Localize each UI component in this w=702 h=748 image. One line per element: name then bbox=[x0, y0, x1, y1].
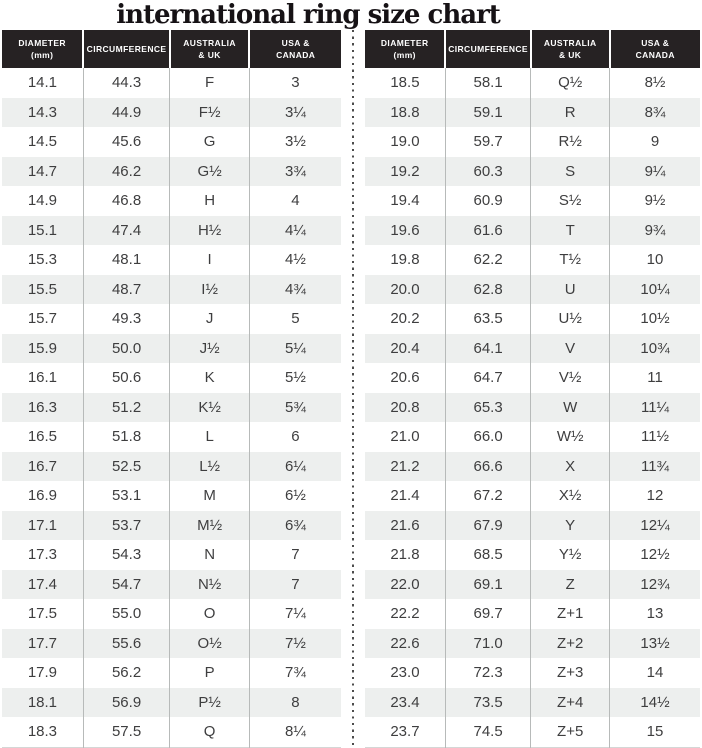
cell-australia-uk: N½ bbox=[170, 570, 250, 600]
cell-diameter-mm: 17.5 bbox=[27, 605, 58, 623]
cell-usa-canada: 3½ bbox=[249, 127, 341, 157]
table-row bbox=[365, 452, 700, 482]
cell-circumference: 51.2 bbox=[83, 393, 169, 423]
cell-australia-uk: O bbox=[170, 599, 250, 629]
table-row bbox=[2, 422, 341, 452]
table-row bbox=[2, 98, 341, 128]
cell-australia-uk: X½ bbox=[531, 481, 610, 511]
cell-diameter-mm: 21.0 bbox=[390, 428, 420, 446]
table-row bbox=[2, 688, 341, 718]
cell-circumference: 47.4 bbox=[83, 216, 169, 246]
table-row bbox=[365, 422, 700, 452]
table-row bbox=[2, 511, 341, 541]
cell-australia-uk: N bbox=[170, 540, 250, 570]
cell-diameter-mm: 15.7 bbox=[27, 310, 58, 328]
cell-diameter-mm: 21.2 bbox=[390, 457, 420, 475]
cell-australia-uk: Z+1 bbox=[531, 599, 610, 629]
table-row bbox=[365, 127, 700, 157]
cell-australia-uk: W bbox=[531, 393, 610, 423]
cell-usa-canada: 4½ bbox=[249, 245, 341, 275]
cell-diameter-mm: 22.6 bbox=[390, 634, 420, 652]
table-row bbox=[2, 540, 341, 570]
table-row bbox=[2, 629, 341, 659]
cell-diameter-mm: 16.1 bbox=[27, 369, 58, 387]
cell-usa-canada: 3¼ bbox=[249, 98, 341, 128]
cell-diameter-mm: 19.4 bbox=[390, 192, 420, 210]
cell-circumference: 62.2 bbox=[445, 245, 530, 275]
column-header-usa-canada: USA & CANADA bbox=[249, 30, 341, 68]
cell-usa-canada: 7¾ bbox=[249, 658, 341, 688]
table-row bbox=[365, 186, 700, 216]
table-row bbox=[365, 629, 700, 659]
cell-diameter-mm: 19.0 bbox=[390, 133, 420, 151]
column-header-circumference: CIRCUMFERENCE bbox=[445, 30, 530, 68]
cell-usa-canada: 12¼ bbox=[610, 511, 700, 541]
cell-usa-canada: 10¾ bbox=[610, 334, 700, 364]
cell-usa-canada: 6 bbox=[249, 422, 341, 452]
table-row bbox=[365, 481, 700, 511]
column-header-diameter-mm: DIAMETER (mm) bbox=[365, 30, 445, 68]
cell-australia-uk: F½ bbox=[170, 98, 250, 128]
cell-circumference: 46.2 bbox=[83, 157, 169, 187]
cell-circumference: 53.1 bbox=[83, 481, 169, 511]
table-row bbox=[2, 186, 341, 216]
table-row bbox=[2, 363, 341, 393]
column-header-diameter-mm: DIAMETER (mm) bbox=[2, 30, 83, 68]
cell-diameter-mm: 20.0 bbox=[390, 280, 420, 298]
cell-australia-uk: J bbox=[170, 304, 250, 334]
cell-australia-uk: O½ bbox=[170, 629, 250, 659]
column-header-circumference: CIRCUMFERENCE bbox=[83, 30, 169, 68]
cell-usa-canada: 3 bbox=[249, 68, 341, 98]
cell-diameter-mm: 23.7 bbox=[390, 723, 420, 741]
table-row bbox=[365, 157, 700, 187]
cell-diameter-mm: 17.1 bbox=[27, 516, 58, 534]
cell-australia-uk: M bbox=[170, 481, 250, 511]
cell-australia-uk: U½ bbox=[531, 304, 610, 334]
cell-circumference: 66.0 bbox=[445, 422, 530, 452]
cell-diameter-mm: 14.7 bbox=[27, 162, 58, 180]
cell-usa-canada: 15 bbox=[610, 717, 700, 747]
table-row bbox=[365, 98, 700, 128]
table-row bbox=[2, 68, 341, 98]
cell-australia-uk: P½ bbox=[170, 688, 250, 718]
cell-circumference: 54.3 bbox=[83, 540, 169, 570]
cell-diameter-mm: 16.5 bbox=[27, 428, 58, 446]
table-row bbox=[2, 393, 341, 423]
cell-diameter-mm: 16.7 bbox=[27, 457, 58, 475]
cell-australia-uk: Y bbox=[531, 511, 610, 541]
cell-usa-canada: 9 bbox=[610, 127, 700, 157]
table-header bbox=[2, 30, 341, 68]
table-row bbox=[2, 304, 341, 334]
cell-australia-uk: J½ bbox=[170, 334, 250, 364]
cell-diameter-mm: 17.4 bbox=[27, 575, 58, 593]
cell-circumference: 54.7 bbox=[83, 570, 169, 600]
cell-diameter-mm: 20.4 bbox=[390, 339, 420, 357]
cell-australia-uk: G½ bbox=[170, 157, 250, 187]
cell-circumference: 69.7 bbox=[445, 599, 530, 629]
ring-size-table-left bbox=[2, 30, 341, 748]
cell-australia-uk: Z+4 bbox=[531, 688, 610, 718]
cell-circumference: 48.1 bbox=[83, 245, 169, 275]
cell-australia-uk: K bbox=[170, 363, 250, 393]
cell-circumference: 52.5 bbox=[83, 452, 169, 482]
table-row bbox=[365, 304, 700, 334]
cell-diameter-mm: 14.3 bbox=[27, 103, 58, 121]
cell-circumference: 73.5 bbox=[445, 688, 530, 718]
cell-diameter-mm: 18.5 bbox=[390, 74, 420, 92]
cell-diameter-mm: 17.7 bbox=[27, 634, 58, 652]
cell-diameter-mm: 20.2 bbox=[390, 310, 420, 328]
cell-usa-canada: 7¼ bbox=[249, 599, 341, 629]
cell-australia-uk: G bbox=[170, 127, 250, 157]
cell-circumference: 67.9 bbox=[445, 511, 530, 541]
cell-diameter-mm: 17.9 bbox=[27, 664, 58, 682]
cell-usa-canada: 5¼ bbox=[249, 334, 341, 364]
cell-diameter-mm: 22.2 bbox=[390, 605, 420, 623]
cell-usa-canada: 14½ bbox=[610, 688, 700, 718]
cell-diameter-mm: 15.1 bbox=[27, 221, 58, 239]
cell-circumference: 69.1 bbox=[445, 570, 530, 600]
cell-diameter-mm: 14.5 bbox=[27, 133, 58, 151]
cell-usa-canada: 10¼ bbox=[610, 275, 700, 305]
dotted-divider-line bbox=[352, 30, 354, 748]
cell-circumference: 50.6 bbox=[83, 363, 169, 393]
cell-diameter-mm: 21.6 bbox=[390, 516, 420, 534]
cell-australia-uk: V bbox=[531, 334, 610, 364]
cell-circumference: 66.6 bbox=[445, 452, 530, 482]
cell-australia-uk: S bbox=[531, 157, 610, 187]
page-title: international ring size chart bbox=[116, 0, 500, 30]
table-row bbox=[365, 511, 700, 541]
table-row bbox=[365, 570, 700, 600]
ring-size-table-right bbox=[365, 30, 700, 748]
cell-usa-canada: 13½ bbox=[610, 629, 700, 659]
cell-usa-canada: 4 bbox=[249, 186, 341, 216]
cell-usa-canada: 14 bbox=[610, 658, 700, 688]
cell-diameter-mm: 14.9 bbox=[27, 192, 58, 210]
cell-usa-canada: 12 bbox=[610, 481, 700, 511]
cell-australia-uk: X bbox=[531, 452, 610, 482]
cell-circumference: 59.1 bbox=[445, 98, 530, 128]
cell-australia-uk: H bbox=[170, 186, 250, 216]
cell-usa-canada: 9½ bbox=[610, 186, 700, 216]
table-row bbox=[365, 658, 700, 688]
cell-diameter-mm: 15.5 bbox=[27, 280, 58, 298]
cell-circumference: 50.0 bbox=[83, 334, 169, 364]
cell-australia-uk: F bbox=[170, 68, 250, 98]
cell-diameter-mm: 15.3 bbox=[27, 251, 58, 269]
cell-circumference: 48.7 bbox=[83, 275, 169, 305]
table-row bbox=[365, 216, 700, 246]
column-header-usa-canada: USA & CANADA bbox=[610, 30, 700, 68]
cell-circumference: 44.3 bbox=[83, 68, 169, 98]
cell-circumference: 46.8 bbox=[83, 186, 169, 216]
cell-circumference: 74.5 bbox=[445, 717, 530, 747]
cell-diameter-mm: 16.9 bbox=[27, 487, 58, 505]
table-row bbox=[2, 599, 341, 629]
cell-circumference: 60.9 bbox=[445, 186, 530, 216]
cell-usa-canada: 4¼ bbox=[249, 216, 341, 246]
table-row bbox=[2, 570, 341, 600]
cell-diameter-mm: 21.8 bbox=[390, 546, 420, 564]
cell-diameter-mm: 15.9 bbox=[27, 339, 58, 357]
table-row bbox=[2, 157, 341, 187]
cell-usa-canada: 5½ bbox=[249, 363, 341, 393]
table-header bbox=[365, 30, 700, 68]
cell-australia-uk: L½ bbox=[170, 452, 250, 482]
cell-australia-uk: S½ bbox=[531, 186, 610, 216]
table-row bbox=[365, 334, 700, 364]
table-row bbox=[365, 540, 700, 570]
cell-circumference: 63.5 bbox=[445, 304, 530, 334]
cell-circumference: 55.0 bbox=[83, 599, 169, 629]
cell-usa-canada: 12¾ bbox=[610, 570, 700, 600]
cell-australia-uk: Z bbox=[531, 570, 610, 600]
cell-diameter-mm: 14.1 bbox=[27, 74, 58, 92]
table-row bbox=[2, 717, 341, 747]
cell-usa-canada: 5¾ bbox=[249, 393, 341, 423]
cell-diameter-mm: 18.1 bbox=[27, 693, 58, 711]
cell-australia-uk: L bbox=[170, 422, 250, 452]
cell-circumference: 64.7 bbox=[445, 363, 530, 393]
cell-circumference: 51.8 bbox=[83, 422, 169, 452]
cell-australia-uk: Y½ bbox=[531, 540, 610, 570]
cell-usa-canada: 9¾ bbox=[610, 216, 700, 246]
cell-usa-canada: 5 bbox=[249, 304, 341, 334]
table-row bbox=[365, 245, 700, 275]
cell-usa-canada: 7 bbox=[249, 570, 341, 600]
cell-circumference: 62.8 bbox=[445, 275, 530, 305]
cell-usa-canada: 11¾ bbox=[610, 452, 700, 482]
cell-usa-canada: 3¾ bbox=[249, 157, 341, 187]
cell-circumference: 53.7 bbox=[83, 511, 169, 541]
cell-usa-canada: 8½ bbox=[610, 68, 700, 98]
cell-usa-canada: 8¾ bbox=[610, 98, 700, 128]
cell-australia-uk: T bbox=[531, 216, 610, 246]
cell-diameter-mm: 18.3 bbox=[27, 723, 58, 741]
cell-diameter-mm: 19.8 bbox=[390, 251, 420, 269]
cell-australia-uk: R bbox=[531, 98, 610, 128]
cell-circumference: 57.5 bbox=[83, 717, 169, 747]
cell-usa-canada: 7½ bbox=[249, 629, 341, 659]
tables-container bbox=[0, 30, 702, 748]
cell-usa-canada: 10 bbox=[610, 245, 700, 275]
cell-circumference: 67.2 bbox=[445, 481, 530, 511]
cell-circumference: 72.3 bbox=[445, 658, 530, 688]
cell-australia-uk: K½ bbox=[170, 393, 250, 423]
cell-usa-canada: 13 bbox=[610, 599, 700, 629]
cell-usa-canada: 11¼ bbox=[610, 393, 700, 423]
cell-australia-uk: I½ bbox=[170, 275, 250, 305]
cell-usa-canada: 8 bbox=[249, 688, 341, 718]
cell-usa-canada: 6¼ bbox=[249, 452, 341, 482]
cell-diameter-mm: 19.2 bbox=[390, 162, 420, 180]
cell-usa-canada: 11 bbox=[610, 363, 700, 393]
cell-diameter-mm: 23.0 bbox=[390, 664, 420, 682]
table-row bbox=[2, 481, 341, 511]
cell-australia-uk: P bbox=[170, 658, 250, 688]
column-header-australia-uk: AUSTRALIA & UK bbox=[531, 30, 610, 68]
cell-australia-uk: I bbox=[170, 245, 250, 275]
cell-australia-uk: Q bbox=[170, 717, 250, 747]
cell-diameter-mm: 23.4 bbox=[390, 693, 420, 711]
cell-australia-uk: H½ bbox=[170, 216, 250, 246]
cell-australia-uk: Z+3 bbox=[531, 658, 610, 688]
cell-circumference: 68.5 bbox=[445, 540, 530, 570]
cell-circumference: 65.3 bbox=[445, 393, 530, 423]
cell-australia-uk: R½ bbox=[531, 127, 610, 157]
cell-diameter-mm: 20.8 bbox=[390, 398, 420, 416]
cell-australia-uk: V½ bbox=[531, 363, 610, 393]
table-row bbox=[2, 275, 341, 305]
cell-usa-canada: 8¼ bbox=[249, 717, 341, 747]
cell-diameter-mm: 21.4 bbox=[390, 487, 420, 505]
cell-australia-uk: M½ bbox=[170, 511, 250, 541]
cell-circumference: 58.1 bbox=[445, 68, 530, 98]
cell-usa-canada: 4¾ bbox=[249, 275, 341, 305]
cell-usa-canada: 6½ bbox=[249, 481, 341, 511]
cell-usa-canada: 7 bbox=[249, 540, 341, 570]
cell-diameter-mm: 22.0 bbox=[390, 575, 420, 593]
cell-usa-canada: 11½ bbox=[610, 422, 700, 452]
cell-circumference: 59.7 bbox=[445, 127, 530, 157]
cell-australia-uk: W½ bbox=[531, 422, 610, 452]
cell-diameter-mm: 18.8 bbox=[390, 103, 420, 121]
table-row bbox=[365, 275, 700, 305]
table-divider bbox=[341, 30, 365, 748]
table-row bbox=[2, 658, 341, 688]
cell-circumference: 60.3 bbox=[445, 157, 530, 187]
table-row bbox=[365, 393, 700, 423]
cell-circumference: 49.3 bbox=[83, 304, 169, 334]
cell-australia-uk: U bbox=[531, 275, 610, 305]
table-row bbox=[365, 599, 700, 629]
cell-usa-canada: 12½ bbox=[610, 540, 700, 570]
cell-circumference: 44.9 bbox=[83, 98, 169, 128]
cell-circumference: 55.6 bbox=[83, 629, 169, 659]
table-row bbox=[2, 245, 341, 275]
cell-circumference: 61.6 bbox=[445, 216, 530, 246]
cell-diameter-mm: 19.6 bbox=[390, 221, 420, 239]
table-row bbox=[2, 216, 341, 246]
table-row bbox=[2, 452, 341, 482]
cell-usa-canada: 6¾ bbox=[249, 511, 341, 541]
table-row bbox=[365, 717, 700, 747]
cell-australia-uk: Z+2 bbox=[531, 629, 610, 659]
cell-diameter-mm: 17.3 bbox=[27, 546, 58, 564]
cell-australia-uk: Z+5 bbox=[531, 717, 610, 747]
cell-australia-uk: Q½ bbox=[531, 68, 610, 98]
cell-circumference: 64.1 bbox=[445, 334, 530, 364]
table-body bbox=[365, 68, 700, 747]
cell-diameter-mm: 20.6 bbox=[390, 369, 420, 387]
table-row bbox=[2, 334, 341, 364]
table-row bbox=[2, 127, 341, 157]
cell-diameter-mm: 16.3 bbox=[27, 398, 58, 416]
cell-usa-canada: 10½ bbox=[610, 304, 700, 334]
cell-circumference: 45.6 bbox=[83, 127, 169, 157]
column-header-australia-uk: AUSTRALIA & UK bbox=[170, 30, 250, 68]
cell-circumference: 71.0 bbox=[445, 629, 530, 659]
cell-australia-uk: T½ bbox=[531, 245, 610, 275]
table-row bbox=[365, 363, 700, 393]
table-row bbox=[365, 688, 700, 718]
table-row bbox=[365, 68, 700, 98]
cell-circumference: 56.9 bbox=[83, 688, 169, 718]
cell-circumference: 56.2 bbox=[83, 658, 169, 688]
cell-usa-canada: 9¼ bbox=[610, 157, 700, 187]
table-body bbox=[2, 68, 341, 747]
